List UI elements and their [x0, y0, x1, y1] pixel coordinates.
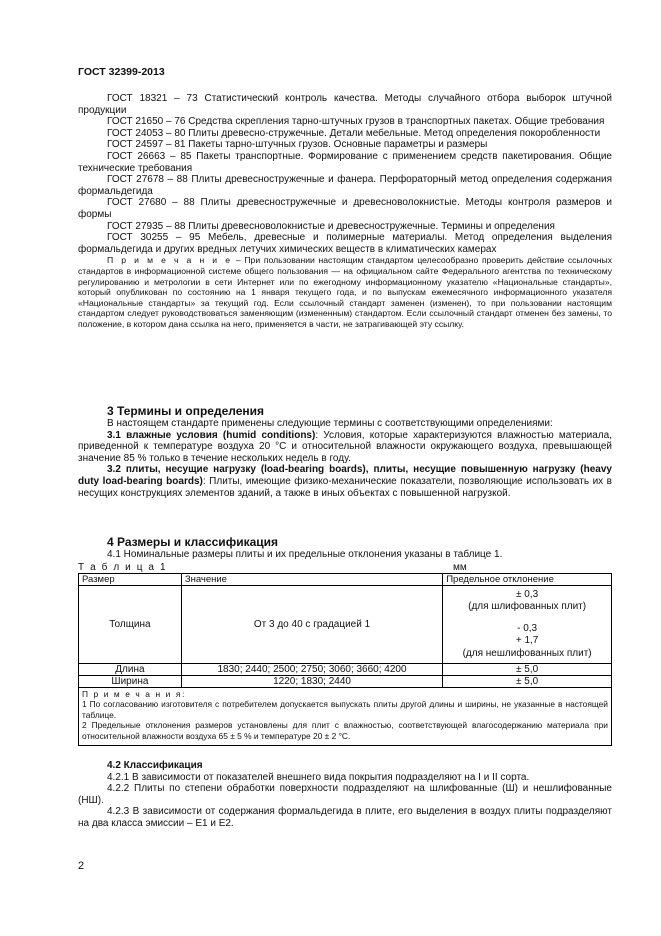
cell-value: 1220; 1830; 2440: [181, 676, 442, 688]
deviation-value: + 1,7: [515, 635, 539, 647]
section-intro: В настоящем стандарте применены следующие термины с соответствующими определениями:: [107, 418, 553, 429]
section-paragraph: 4.2.2 Плиты по степени обработки поверхности подразделяют на шлифованные (Ш) и нешлифованные (НШ).: [78, 783, 612, 806]
document-id: ГОСТ 32399-2013: [78, 66, 165, 78]
table-notes-row: [79, 688, 612, 746]
table-note: 2 Предельные отклонения размеров установлены для плит с влажностью, соответствующей влагосодержанию материала при относительной влажности воздуха 65 ± 5 % и температуре 20 ± 2 °С.: [82, 720, 608, 741]
term-definition: [78, 430, 612, 465]
reference-item: ГОСТ 27678 – 88 Плиты древесностружечные и фанера. Перфораторный метод определения содержания формальдегида: [78, 174, 612, 197]
deviation-value: - 0,3: [517, 622, 538, 634]
term-name: 3.2 плиты, несущие нагрузку (load-bearing boards), плиты, несущие повышенную нагрузку (heavy duty load-bearing boards): [78, 464, 612, 487]
table-caption: Т а б л и ц а 1: [78, 562, 168, 573]
cell-deviation: [443, 586, 612, 664]
deviation-note: (для шлифованных плит): [468, 601, 587, 613]
header-cell: Размер: [79, 574, 182, 586]
reference-item: ГОСТ 21650 – 76 Средства скрепления тарно-штучных грузов в транспортных пакетах. Общие требования: [107, 116, 605, 128]
table-note: 1 По согласованию изготовителя с потребителем допускается выпускать плиты другой длины и ширины, не указанные в настоящей таблице.: [82, 699, 608, 720]
reference-item: ГОСТ 27680 – 88 Плиты древесностружечные и древесноволокнистые. Методы контроля размеров и формы: [78, 197, 612, 220]
deviation-note: (для нешлифованных плит): [462, 647, 592, 659]
note-label: П р и м е ч а н и е: [107, 255, 233, 266]
term-text: : Плиты, имеющие физико-механические показатели, позволяющие использовать их в несущих конструкциях элементов зданий, а также в иных объектах с повышенной нагрузкой.: [78, 475, 612, 499]
normative-references: [78, 93, 612, 329]
reference-item: ГОСТ 18321 – 73 Статистический контроль качества. Методы случайного отбора выборок штучной продукции: [78, 93, 612, 116]
cell-dimension: Ширина: [79, 676, 182, 688]
section-classification: [78, 760, 612, 830]
section-title: 4 Размеры и классификация: [107, 535, 278, 549]
page-number: 2: [78, 860, 85, 872]
section-paragraph: 4.1 Номинальные размеры плиты и их предельные отклонения указаны в таблице 1.: [107, 549, 503, 560]
dimensions-table: [78, 573, 612, 746]
table-unit: мм: [453, 562, 467, 573]
cell-dimension: Длина: [79, 664, 182, 676]
reference-item: ГОСТ 30255 – 95 Мебель, древесные и полимерные материалы. Метод определения выделения формальдегида и других вредных летучих химических веществ в климатических камерах: [78, 232, 612, 255]
cell-deviation: ± 5,0: [443, 664, 612, 676]
reference-item: ГОСТ 24053 – 80 Плиты древесно-стружечные. Детали мебельные. Метод определения покоробленности: [107, 127, 601, 139]
cell-value: 1830; 2440; 2500; 2750; 3060; 3660; 4200: [181, 664, 442, 676]
table-row: [79, 676, 612, 688]
table-header-row: [79, 574, 612, 586]
section-paragraph: 4.2.1 В зависимости от показателей внешнего вида покрытия подразделяют на I и II сорта.: [107, 771, 530, 783]
deviation-value: ± 0,3: [516, 588, 539, 600]
header-cell: Предельное отклонение: [443, 574, 612, 586]
subsection-title: 4.2 Классификация: [107, 760, 203, 771]
table-row: [79, 586, 612, 664]
table-row: [79, 664, 612, 676]
reference-item: ГОСТ 24597 – 81 Пакеты тарно-штучных грузов. Основные параметры и размеры: [107, 139, 488, 151]
reference-item: ГОСТ 27935 – 88 Плиты древесноволокнистые и древесностружечные. Термины и определения: [107, 220, 555, 232]
section-paragraph: 4.2.3 В зависимости от содержания формальдегида в плите, его выделения в воздух плиты подразделяют на два класса эмиссии – Е1 и Е2.: [78, 806, 612, 829]
reference-item: ГОСТ 26663 – 85 Пакеты транспортные. Формирование с применением средств пакетирования. Общие технические требования: [78, 150, 612, 174]
term-definition: [78, 464, 612, 499]
term-text: : Условия, которые характеризуются влажностью материала, приведенной к температуре воздуха 20 °С и относительной влажности окружающего воздуха, превышающей значение 85 % только в течение нескольких недель в году.: [78, 429, 613, 464]
header-cell: Значение: [181, 574, 442, 586]
note-text: – При пользовании настоящим стандартом целесообразно проверить действие ссылочных стандартов в информационной системе общего пользования — на официальном сайте Федерального агентства по техническому регулированию и метрологии в сети Интернет или по ежегодному информационному указателю «Национальные стандарты», который опубликован по состоянию на 1 января текущего года, и по выпускам ежемесячного информационного указателя «Национальные стандарты» за текущий год. Если ссылочный стандарт заменен (изменен), то при пользовании настоящим стандартом следует руководствоваться заменяющим (измененным) стандартом. Если ссылочный стандарт отменен без замены, то положение, в котором дана ссылка на него, применяется в части, не затрагивающей эту ссылку.: [78, 255, 612, 329]
section-terms: [78, 404, 612, 499]
references-note: [78, 255, 612, 329]
table-caption-row: [78, 562, 612, 573]
term-name: 3.1 влажные условия (humid conditions): [107, 429, 316, 441]
cell-dimension: Толщина: [79, 586, 182, 664]
notes-label: П р и м е ч а н и я:: [82, 689, 186, 699]
cell-value: От 3 до 40 с градацией 1: [181, 586, 442, 664]
section-dimensions: [78, 535, 612, 561]
cell-deviation: ± 5,0: [443, 676, 612, 688]
table-notes: [79, 688, 612, 746]
section-title: 3 Термины и определения: [107, 404, 265, 418]
